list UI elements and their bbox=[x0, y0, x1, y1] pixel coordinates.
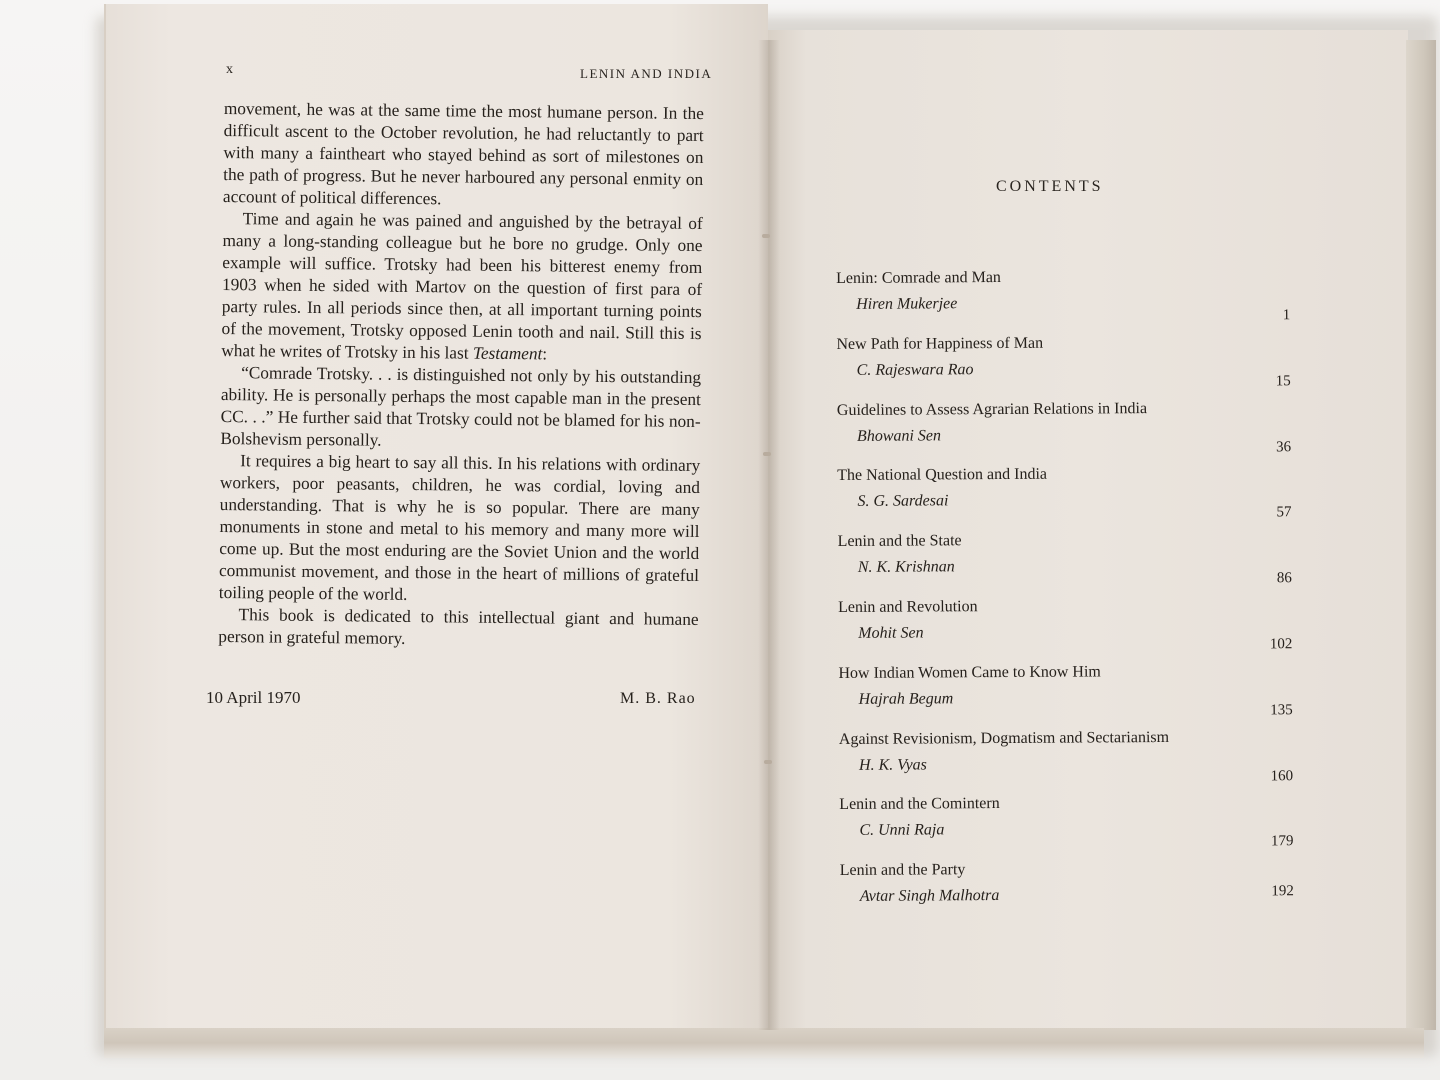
paragraph: movement, he was at the same time the most humane person. In the difficult ascent to the October revolution, he had reluctantly to part with many a faintheart who stayed behind as sort of milestones on the path of progress. But he never harboured any personal enmity on account of political differences. bbox=[222, 98, 704, 209]
toc-entry bbox=[836, 333, 1300, 402]
toc-entry-author: C. Rajeswara Rao bbox=[856, 360, 974, 379]
contents-heading: CONTENTS bbox=[996, 178, 1104, 195]
paragraph-text: Time and again he was pained and anguished by the betrayal of many a long-standing colleague but he bore no grudge. Only one example will suffice. Trotsky had been his bitterest enemy from 1903 when he sided with Martov on the question of first para of party rules. In all periods since then, at all important turning points of the movement, Trotsky opposed Lenin tooth and nail. Still this is what he writes of Trotsky in his last bbox=[221, 209, 703, 363]
toc-entry-title: Lenin and the Party bbox=[839, 861, 966, 880]
toc-entry-author: Mohit Sen bbox=[858, 624, 924, 642]
running-head: LENIN AND INDIA bbox=[580, 66, 713, 81]
toc-entry bbox=[838, 596, 1302, 665]
toc-entry-title: New Path for Happiness of Man bbox=[836, 334, 1044, 353]
page-edges bbox=[1406, 40, 1436, 1030]
paragraph: This book is dedicated to this intellectual giant and humane person in grateful memory. bbox=[218, 605, 699, 648]
toc-entry bbox=[838, 662, 1302, 731]
table-of-contents bbox=[836, 267, 1304, 928]
toc-entry-title: Against Revisionism, Dogmatism and Sectarianism bbox=[838, 728, 1170, 748]
binding-stitch bbox=[763, 452, 771, 456]
toc-entry-page: 1 bbox=[1282, 307, 1291, 324]
toc-entry bbox=[839, 794, 1303, 863]
toc-entry-author: H. K. Vyas bbox=[858, 756, 927, 774]
paragraph: It requires a big heart to say all this. In his relations with ordinary workers, poor peasants, children, he was cordial, loving and understanding. That is why he is so popular. There are many monuments in stone and metal to his memory and many more will come up. But the most enduring are the Soviet Union and the world communist movement, and those in the heart of millions of grateful toiling people of the world. bbox=[218, 451, 701, 604]
toc-entry-page: 192 bbox=[1271, 883, 1294, 900]
toc-entry-author: Hajrah Begum bbox=[858, 690, 954, 708]
quotation-paragraph: “Comrade Trotsky. . . is distinguished not only by his outstanding ability. He is personally perhaps the most capable man in the present CC. . .” He further said that Trotsky could not be blamed for his non-Bolshevism personally. bbox=[220, 363, 702, 450]
paragraph bbox=[221, 208, 703, 367]
toc-entry bbox=[836, 267, 1300, 336]
toc-entry-author: N. K. Krishnan bbox=[857, 558, 955, 577]
testament-colon: : bbox=[542, 344, 548, 364]
toc-entry bbox=[837, 465, 1301, 534]
toc-entry-author: C. Unni Raja bbox=[859, 821, 945, 840]
toc-entry-page: 160 bbox=[1270, 767, 1294, 784]
toc-entry-page: 102 bbox=[1269, 636, 1293, 653]
toc-entry-author: Hiren Mukerjee bbox=[856, 295, 958, 313]
toc-entry-page: 15 bbox=[1275, 373, 1291, 390]
toc-entry bbox=[837, 399, 1301, 468]
book-gutter bbox=[758, 40, 780, 1030]
page-bottom-edge bbox=[104, 1028, 1424, 1058]
toc-entry-title: Guidelines to Assess Agrarian Relations in India bbox=[836, 399, 1148, 419]
toc-entry-page: 135 bbox=[1270, 701, 1293, 719]
binding-stitch bbox=[764, 760, 772, 764]
toc-entry-page: 179 bbox=[1270, 833, 1294, 850]
preface-body bbox=[218, 98, 704, 653]
toc-entry-title: Lenin and the Comintern bbox=[839, 795, 1000, 814]
toc-entry-page: 57 bbox=[1276, 504, 1292, 521]
toc-entry-author: Bhowani Sen bbox=[856, 426, 942, 445]
testament-word: Testament bbox=[472, 343, 543, 364]
toc-entry-title: How Indian Women Came to Know Him bbox=[838, 663, 1101, 682]
toc-entry-title: Lenin: Comrade and Man bbox=[836, 268, 1001, 287]
toc-entry-title: Lenin and the State bbox=[837, 532, 962, 551]
page-number: x bbox=[226, 62, 234, 77]
toc-entry-page: 36 bbox=[1276, 438, 1292, 455]
toc-entry-title: Lenin and Revolution bbox=[838, 598, 978, 616]
signature-date: 10 April 1970 bbox=[206, 688, 301, 707]
signature-author: M. B. Rao bbox=[620, 690, 696, 707]
toc-entry-author: Avtar Singh Malhotra bbox=[859, 887, 1000, 906]
toc-entry-title: The National Question and India bbox=[837, 466, 1048, 485]
toc-entry-page: 86 bbox=[1276, 570, 1292, 587]
toc-entry bbox=[838, 530, 1302, 599]
toc-entry bbox=[839, 728, 1303, 797]
toc-entry-author: S. G. Sardesai bbox=[857, 492, 949, 511]
toc-entry bbox=[840, 859, 1304, 928]
binding-stitch bbox=[762, 234, 770, 238]
